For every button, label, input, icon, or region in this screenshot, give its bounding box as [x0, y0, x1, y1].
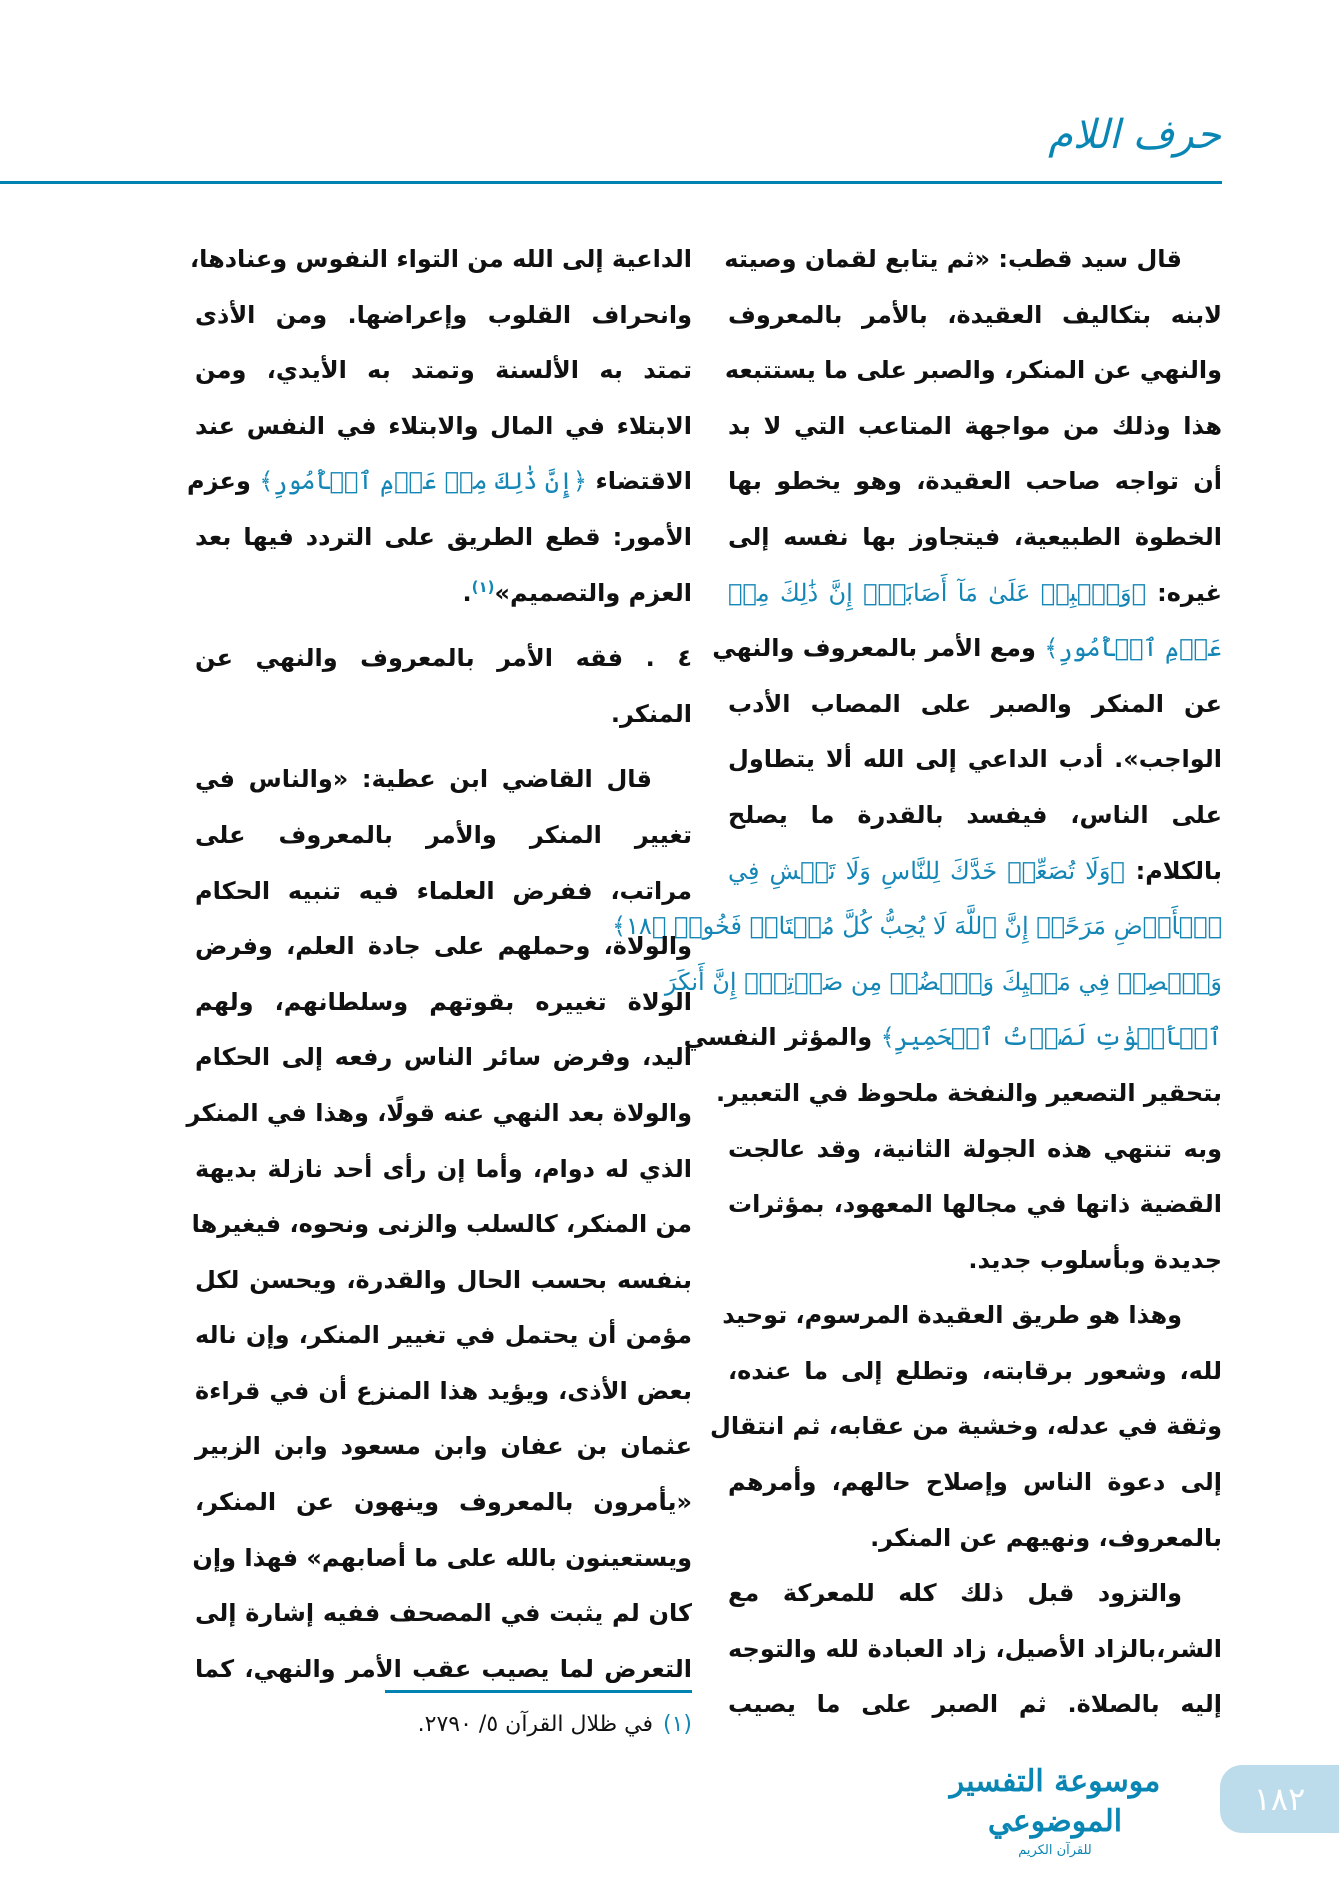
text-line	[728, 1233, 1222, 1289]
text-line	[728, 677, 1222, 733]
footnote-text: في ظلال القرآن ٥/ ٢٧٩٠.	[417, 1712, 653, 1737]
text-segment: مراتب، ففرض العلماء فيه تنبيه الحكام	[195, 876, 692, 905]
encyclopedia-logo	[930, 1762, 1180, 1860]
logo-subtitle: للقرآن الكريم	[1018, 1843, 1092, 1858]
text-line	[728, 1344, 1222, 1400]
text-line	[728, 1622, 1222, 1678]
text-segment: قال القاضي ابن عطية: «والناس في	[195, 765, 652, 794]
text-segment: وعزم	[187, 467, 260, 496]
text-line	[195, 343, 692, 399]
text-line	[728, 788, 1222, 844]
text-line	[712, 621, 1222, 677]
text-segment: المنكر.	[610, 699, 692, 728]
text-line	[728, 566, 1222, 622]
text-line	[728, 1677, 1222, 1733]
text-segment: التعرض لما يصيب عقب الأمر والنهي، كما	[195, 1654, 692, 1683]
text-line	[187, 454, 692, 510]
paragraph	[195, 631, 692, 742]
text-line	[728, 1122, 1222, 1178]
text-line	[195, 1030, 692, 1086]
text-line	[664, 955, 1222, 1011]
text-segment: بعض الأذى، ويؤيد هذا المنزع أن في قراءة	[195, 1376, 692, 1405]
text-line	[728, 1177, 1222, 1233]
text-segment: إليه بالصلاة. ثم الصبر على ما يصيب	[728, 1690, 1222, 1719]
text-line	[195, 864, 692, 920]
text-segment: العزم والتصميم»	[494, 578, 692, 607]
text-segment: الأمور: قطع الطريق على التردد فيها بعد	[195, 522, 692, 551]
text-segment: وبه تنتهي هذه الجولة الثانية، وقد عالجت	[728, 1134, 1222, 1163]
text-segment: الولاة تغييره بقوتهم وسلطانهم، ولهم	[195, 987, 692, 1016]
footnote-number: (١)	[662, 1712, 692, 1737]
text-line	[728, 844, 1222, 900]
text-segment: والمؤثر النفسي	[683, 1023, 881, 1052]
text-line	[195, 975, 692, 1031]
paragraph	[187, 232, 692, 621]
text-segment: لابنه بتكاليف العقيدة، بالأمر بالمعروف	[728, 300, 1222, 329]
text-segment: بتحقير التصعير والنفخة ملحوظ في التعبير.	[715, 1078, 1222, 1107]
quran-verse: وَٱقۡصِدۡ فِي مَشۡيِكَ وَٱغۡضُضۡ مِن صَوۡتِكَۚ إِنَّ أَنكَرَ	[664, 967, 1222, 996]
header-rule	[0, 181, 1222, 184]
text-line	[710, 1399, 1222, 1455]
text-line	[195, 288, 692, 344]
text-line	[195, 1308, 692, 1364]
text-line	[189, 232, 692, 288]
text-segment: الداعية إلى الله من التواء النفوس وعنادها،	[189, 245, 692, 273]
text-line	[728, 1511, 1222, 1567]
text-line	[728, 1455, 1222, 1511]
text-line	[195, 399, 692, 455]
logo-title: موسوعة التفسير الموضوعي	[949, 1764, 1161, 1839]
text-segment: على الناس، فيفسد بالقدرة ما يصلح	[728, 800, 1222, 829]
text-segment: من المنكر، كالسلب والزنى ونحوه، فيغيرها	[191, 1210, 692, 1239]
text-line	[186, 1086, 692, 1142]
text-segment: عن المنكر والصبر على المصاب الأدب	[728, 689, 1222, 718]
text-segment: الذي له دوام، وأما إن رأى أحد نازلة بديهة	[195, 1154, 692, 1183]
text-line	[728, 1566, 1222, 1622]
text-line	[724, 343, 1222, 399]
text-segment: بالكلام:	[1124, 856, 1222, 885]
quran-verse: ٱلۡأَصۡوَٰتِ لَصَوۡتُ ٱلۡحَمِيرِ﴾	[880, 1023, 1222, 1052]
text-line	[728, 288, 1222, 344]
text-line	[728, 399, 1222, 455]
text-segment: ومع الأمر بالمعروف والنهي	[712, 634, 1045, 663]
text-line	[195, 1475, 692, 1531]
text-segment: عثمان بن عفان وابن مسعود وابن الزبير	[195, 1432, 692, 1461]
text-line	[722, 1288, 1222, 1344]
text-segment: الخطوة الطبيعية، فيتجاوز بها نفسه إلى	[728, 522, 1222, 551]
paragraph	[728, 1566, 1222, 1733]
text-segment: والولاة بعد النهي عنه قولًا، وهذا في المنكر	[186, 1098, 692, 1127]
text-segment: القضية ذاتها في مجالها المعهود، بمؤثرات	[728, 1190, 1222, 1219]
text-segment: بالمعروف، ونهيهم عن المنكر.	[870, 1523, 1222, 1552]
text-line	[683, 1010, 1222, 1066]
text-segment: والتزود قبل ذلك كله للمعركة مع	[728, 1579, 1182, 1608]
text-line	[728, 732, 1222, 788]
quran-verse: ٱلۡأَرۡضِ مَرَحًاۖ إِنَّ ٱللَّهَ لَا يُحِبُّ كُلَّ مُخۡتَالٖ فَخُورٖ ﴿١٨﴾	[611, 912, 1222, 941]
text-line	[191, 1197, 692, 1253]
text-line	[195, 631, 692, 687]
text-segment: وثقة في عدله، وخشية من عقابه، ثم انتقال	[710, 1412, 1222, 1441]
text-line	[195, 1142, 692, 1198]
text-segment: هذا وذلك من مواجهة المتاعب التي لا بد	[728, 411, 1222, 440]
text-line	[195, 808, 692, 864]
footnote-rule	[385, 1690, 692, 1693]
text-line	[728, 510, 1222, 566]
text-segment: تمتد به الألسنة وتمتد به الأيدي، ومن	[195, 356, 692, 385]
text-segment: كان لم يثبت في المصحف ففيه إشارة إلى	[195, 1599, 692, 1628]
text-segment: الاقتضاء	[587, 467, 692, 496]
text-segment: الشر،بالزاد الأصيل، زاد العبادة لله والتوجه	[728, 1634, 1222, 1663]
text-line	[724, 232, 1222, 288]
page-number: ١٨٢	[1220, 1765, 1339, 1833]
text-line	[728, 454, 1222, 510]
text-segment: بنفسه بحسب الحال والقدرة، ويحسن لكل	[195, 1265, 692, 1294]
text-segment: اليد، وفرض سائر الناس رفعه إلى الحكام	[195, 1043, 692, 1072]
chapter-title: حرف اللام	[1048, 112, 1221, 158]
text-line	[195, 752, 692, 808]
quran-verse: ﴿إِنَّ ذَٰلِكَ مِنۡ عَزۡمِ ٱلۡأُمُورِ﴾	[259, 467, 588, 496]
text-segment: .	[462, 578, 472, 607]
quran-verse: عَزۡمِ ٱلۡأُمُورِ﴾	[1044, 634, 1222, 663]
text-segment: ٤ . فقه الأمر بالمعروف والنهي عن	[195, 644, 692, 673]
text-line	[195, 1419, 692, 1475]
text-segment: قال سيد قطب: «ثم يتابع لقمان وصيته	[724, 245, 1182, 273]
quran-verse: ﴿وَلَا تُصَعِّرۡ خَدَّكَ لِلنَّاسِ وَلَا تَمۡشِ فِي	[728, 856, 1125, 885]
text-line	[715, 1066, 1222, 1122]
text-segment: تغيير المنكر والأمر بالمعروف على	[195, 820, 692, 849]
text-line	[195, 1253, 692, 1309]
text-line	[195, 1586, 692, 1642]
footnote-ref[interactable]: (١)	[471, 577, 495, 596]
text-line	[611, 899, 1222, 955]
text-segment: مؤمن أن يحتمل في تغيير المنكر، وإن ناله	[195, 1321, 692, 1350]
text-line	[195, 510, 692, 566]
text-segment: وهذا هو طريق العقيدة المرسوم، توحيد	[722, 1301, 1182, 1330]
text-segment: الابتلاء في المال والابتلاء في النفس عند	[195, 411, 692, 440]
text-segment: «يأمرون بالمعروف وينهون عن المنكر،	[195, 1488, 692, 1517]
text-line	[195, 1364, 692, 1420]
text-line	[192, 1531, 692, 1587]
footnote	[418, 1712, 692, 1737]
paragraph	[710, 1288, 1222, 1566]
text-line	[195, 687, 692, 743]
text-segment: ويستعينون بالله على ما أصابهم» فهذا وإن	[192, 1543, 692, 1572]
text-segment: جديدة وبأسلوب جديد.	[968, 1245, 1222, 1274]
text-segment: وانحراف القلوب وإعراضها. ومن الأذى	[195, 300, 692, 329]
text-column-left	[186, 232, 692, 1697]
text-segment: إلى دعوة الناس وإصلاح حالهم، وأمرهم	[728, 1468, 1222, 1497]
quran-verse: ﴿وَٱصۡبِرۡ عَلَىٰ مَآ أَصَابَكَۖ إِنَّ ذَٰلِكَ مِنۡ	[728, 578, 1147, 607]
text-segment: والولاة، وحملهم على جادة العلم، وفرض	[195, 932, 692, 961]
text-line	[195, 919, 692, 975]
text-segment: والنهي عن المنكر، والصبر على ما يستتبعه	[724, 356, 1222, 385]
text-segment: غيره:	[1146, 578, 1222, 607]
text-line	[195, 566, 692, 622]
text-segment: لله، وشعور برقابته، وتطلع إلى ما عنده،	[728, 1356, 1222, 1385]
text-segment: الواجب». أدب الداعي إلى الله ألا يتطاول	[728, 745, 1222, 774]
paragraph	[186, 752, 692, 1697]
text-segment: أن تواجه صاحب العقيدة، وهو يخطو بها	[728, 467, 1222, 496]
